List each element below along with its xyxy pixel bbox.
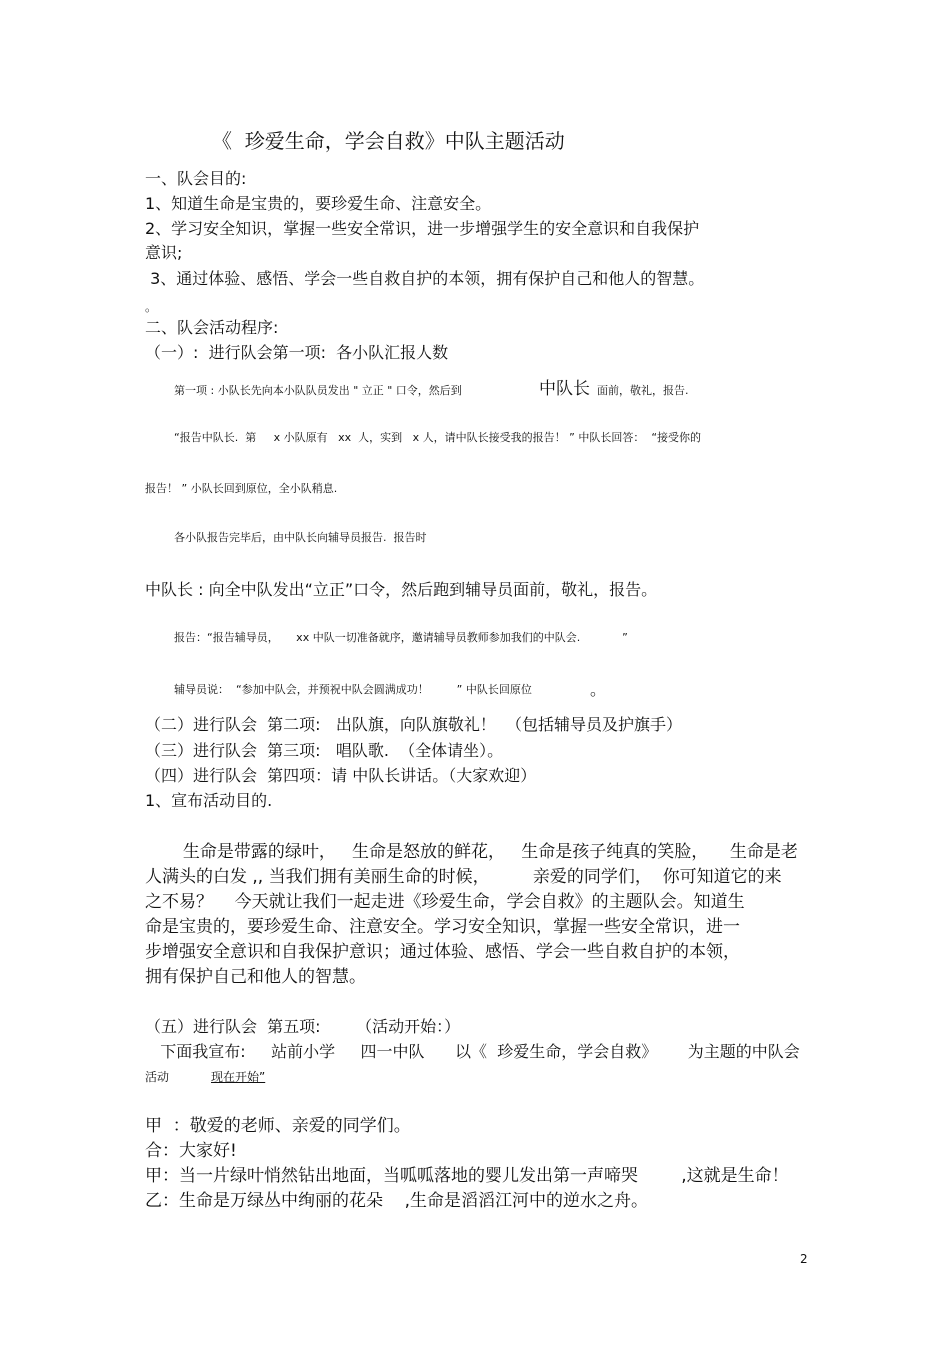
step1-text: 。 <box>590 680 607 699</box>
step-line: （四）进行队会 第四项：请 中队长讲话。（大家欢迎） <box>145 766 537 785</box>
step1-text-emph: 中队长 <box>539 379 590 399</box>
dialogue-line: 甲 ：敬爱的老师、亲爱的同学们。 <box>145 1116 411 1136</box>
announce-start: 现在开始” <box>211 1070 266 1084</box>
goal-heading: 一、队会目的: <box>145 169 247 188</box>
page-number: 2 <box>800 1252 808 1266</box>
dialogue-line: 乙：生命是万绿丛中绚丽的花朵 ,生命是滔滔江河中的逆水之舟。 <box>145 1191 649 1211</box>
goal-line: 意识; <box>145 243 183 262</box>
dialogue-line: 甲：当一片绿叶悄然钻出地面，当呱呱落地的婴儿发出第一声啼哭 ,这就是生命！ <box>145 1166 789 1186</box>
speech-line: 拥有保护自己和他人的智慧。 <box>145 967 366 987</box>
step-line: （三）进行队会 第三项: 唱队歌. （全体请坐）。 <box>145 741 504 760</box>
procedure-heading: 二、队会活动程序: <box>145 318 279 337</box>
goal-line: 3、通过体验、感悟、学会一些自救自护的本领，拥有保护自己和他人的智慧。 <box>145 269 705 288</box>
dialogue-line: 合：大家好! <box>145 1141 237 1161</box>
step1-text: 第一项 : 小队长先向本小队队员发出 " 立正 " 口令，然后到 <box>174 384 462 397</box>
goal-line: 。 <box>145 300 158 314</box>
goal-line: 1、知道生命是宝贵的，要珍爱生命、注意安全。 <box>145 194 492 213</box>
step1-text: 各小队报告完毕后，由中队长向辅导员报告. 报告时 <box>174 531 427 544</box>
goal-line: 2、学习安全知识，掌握一些安全常识，进一步增强学生的安全意识和自我保护 <box>145 219 700 238</box>
speech-line: 人满头的白发 ,, 当我们拥有美丽生命的时候， 亲爱的同学们， 你可知道它的来 <box>145 867 782 887</box>
speech-line: 步增强安全意识和自我保护意识；通过体验、感悟、学会一些自救自护的本领， <box>145 942 740 962</box>
speech-line: 生命是带露的绿叶， 生命是怒放的鲜花， 生命是孩子纯真的笑脸， 生命是老 <box>145 842 798 862</box>
announce-line: 下面我宣布: 站前小学 四一中队 以《 珍爱生命，学会自救》 为主题的中队会 <box>145 1042 800 1061</box>
step1-text: 报告！ ” 小队长回到原位，全小队稍息. <box>145 482 338 495</box>
speech-line: 之不易？ 今天就让我们一起走进《珍爱生命，学会自救》的主题队会。知道生 <box>145 892 745 912</box>
document-title: 《 珍爱生命，学会自救》中队主题活动 <box>212 129 565 153</box>
step1-text: 报告：“报告辅导员， xx 中队一切准备就序，邀请辅导员教师参加我们的中队会. ” <box>174 631 628 644</box>
speech-line: 命是宝贵的，要珍爱生命、注意安全。学习安全知识，掌握一些安全常识，进一 <box>145 917 740 937</box>
step1-heading: （一）: 进行队会第一项: 各小队汇报人数 <box>145 343 449 362</box>
step1-text-large: 中队长 : 向全中队发出“立正”口令，然后跑到辅导员面前，敬礼，报告。 <box>145 580 658 599</box>
step5-heading: （五）进行队会 第五项: （活动开始：） <box>145 1017 461 1036</box>
announce-line: 活动 <box>145 1070 170 1084</box>
step-line: 1、宣布活动目的. <box>145 791 273 810</box>
step-line: （二）进行队会 第二项: 出队旗，向队旗敬礼！ （包括辅导员及护旗手） <box>145 715 682 734</box>
step1-text: “报告中队长. 第 x 小队原有 xx 人，实到 x 人，请中队长接受我的报告！ ” 中队长回答： “接受你的 <box>174 431 702 444</box>
step1-text: 面前，敬礼，报告. <box>597 384 689 397</box>
step1-text: 辅导员说： “参加中队会，并预祝中队会圆满成功！ ” 中队长回原位 <box>174 683 532 696</box>
